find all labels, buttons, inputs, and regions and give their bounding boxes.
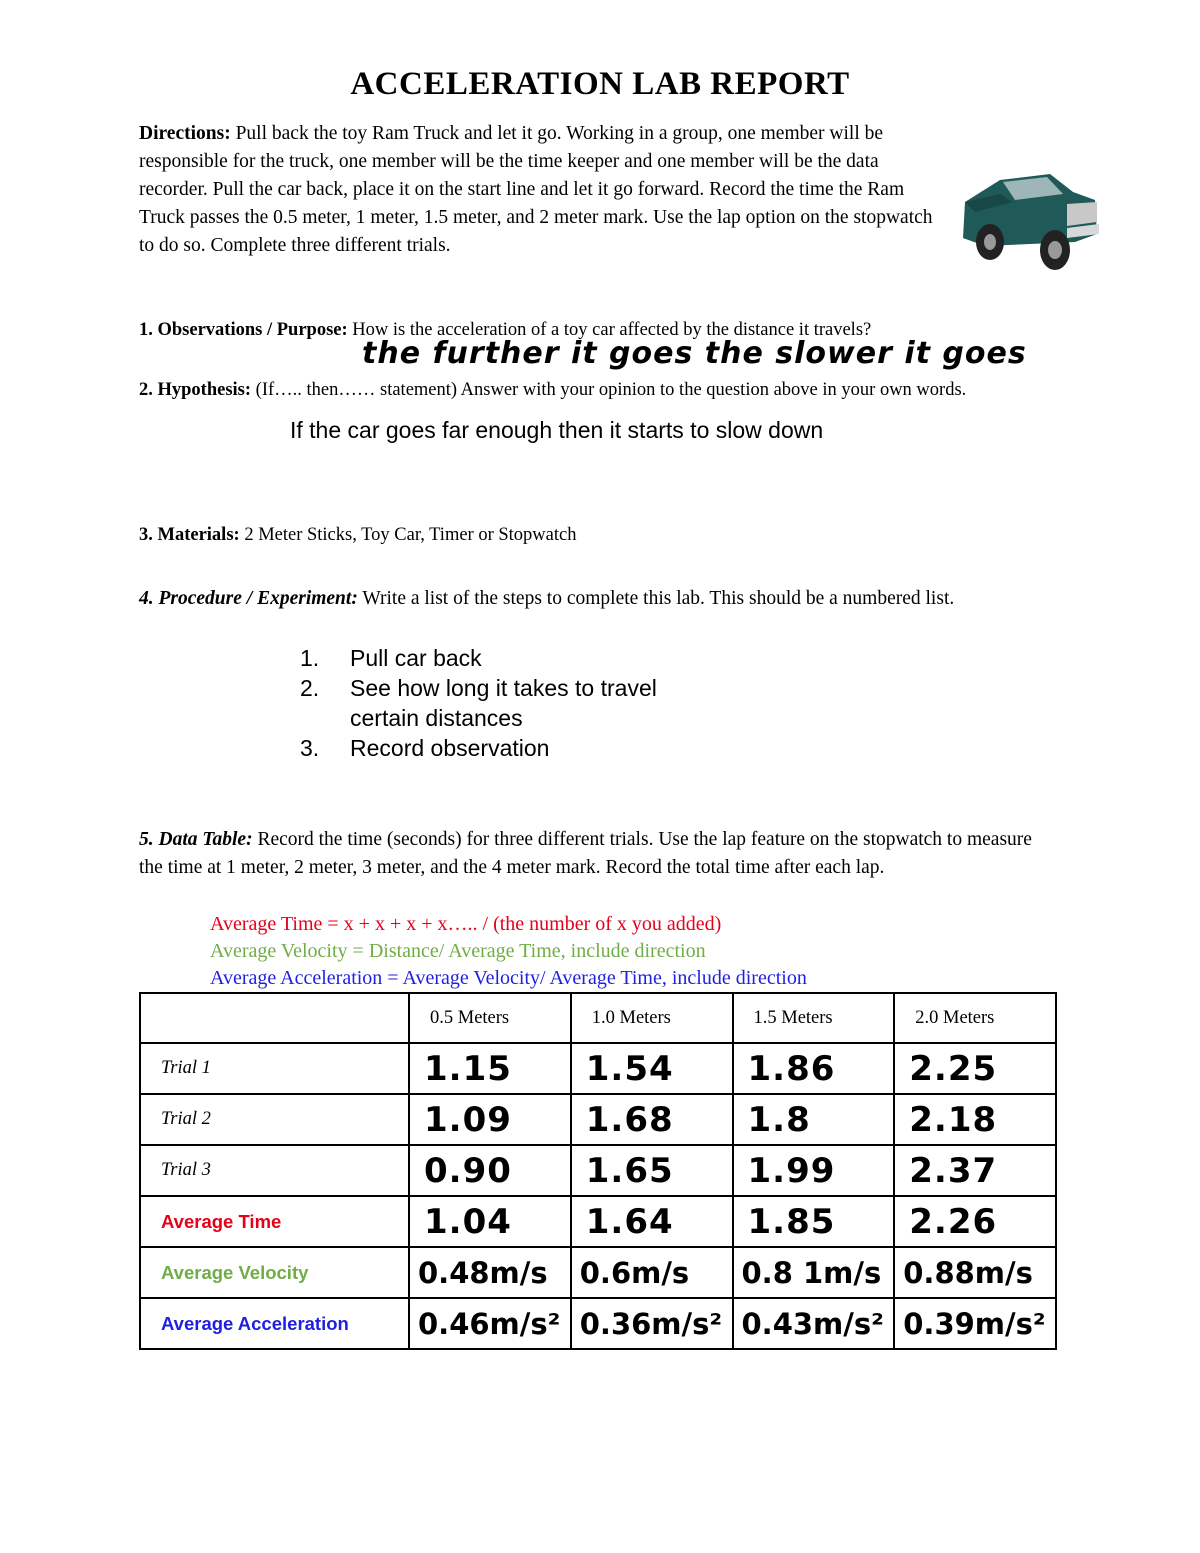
- hypothesis-answer: If the car goes far enough then it starts to slow down: [290, 417, 824, 443]
- row-label-average-time: Average Time: [140, 1196, 409, 1247]
- table-row: [140, 1298, 1056, 1349]
- directions-text: Pull back the toy Ram Truck and let it go. Working in a group, one member will be responsible for the truck, one member will be the time keeper and one member will be the data recorder. Pull the car back, place it on the start line and let it go forward. Record the time the Ram Truck passes the 0.5 meter, 1 meter, 1.5 meter, and 2 meter mark. Use the lap option on the stopwatch to do so. Complete three different trials.: [139, 123, 933, 256]
- table-corner-cell: [140, 993, 409, 1043]
- directions-label: Directions:: [139, 123, 231, 144]
- table-cell: 0.8 1m/s: [733, 1247, 895, 1298]
- materials-line: [139, 521, 1059, 549]
- observations-answer: the further it goes the slower it goes: [362, 336, 1027, 371]
- procedure-line: [139, 585, 1009, 613]
- table-row: [140, 1145, 1056, 1196]
- table-cell: 1.86: [733, 1043, 895, 1094]
- table-cell: 2.37: [894, 1145, 1056, 1196]
- toy-truck-image: [955, 142, 1105, 277]
- table-row: [140, 1094, 1056, 1145]
- list-item: 3. Record observation: [300, 735, 550, 761]
- table-cell: 0.39m/s²: [894, 1298, 1056, 1349]
- table-cell: 2.26: [894, 1196, 1056, 1247]
- hypothesis-label: 2. Hypothesis:: [139, 380, 252, 400]
- row-label: Trial 1: [140, 1043, 409, 1094]
- formula-average-velocity: Average Velocity = Distance/ Average Time, include direction: [210, 940, 706, 962]
- table-cell: 1.09: [409, 1094, 571, 1145]
- data-table-text: Record the time (seconds) for three different trials. Use the lap feature on the stopwatch to measure the time at 1 meter, 2 meter, 3 meter, and the 4 meter mark. Record the total time after each lap.: [139, 829, 1032, 878]
- table-cell: 0.43m/s²: [733, 1298, 895, 1349]
- table-cell: 1.99: [733, 1145, 895, 1196]
- table-cell: 0.48m/s: [409, 1247, 571, 1298]
- column-header: 2.0 Meters: [894, 993, 1056, 1043]
- table-cell: 1.15: [409, 1043, 571, 1094]
- table-cell: 0.6m/s: [571, 1247, 733, 1298]
- formula-average-acceleration: Average Acceleration = Average Velocity/ Average Time, include direction: [210, 967, 807, 989]
- row-label: Trial 3: [140, 1145, 409, 1196]
- table-cell: 2.25: [894, 1043, 1056, 1094]
- observations-label: 1. Observations / Purpose:: [139, 320, 348, 340]
- page-title: ACCELERATION LAB REPORT: [350, 66, 850, 102]
- table-cell: 1.8: [733, 1094, 895, 1145]
- observations-question: How is the acceleration of a toy car affected by the distance it travels?: [352, 320, 872, 340]
- table-cell: 0.88m/s: [894, 1247, 1056, 1298]
- table-cell: 0.36m/s²: [571, 1298, 733, 1349]
- table-cell: 1.64: [571, 1196, 733, 1247]
- table-header-row: [140, 993, 1056, 1043]
- list-item: 2. See how long it takes to travel certain distances: [300, 675, 657, 731]
- table-cell: 1.85: [733, 1196, 895, 1247]
- data-table: [139, 992, 1057, 1350]
- table-cell: 0.46m/s²: [409, 1298, 571, 1349]
- table-cell: 2.18: [894, 1094, 1056, 1145]
- column-header: 1.5 Meters: [733, 993, 895, 1043]
- table-cell: 1.54: [571, 1043, 733, 1094]
- column-header: 0.5 Meters: [409, 993, 571, 1043]
- procedure-text: Write a list of the steps to complete this lab. This should be a numbered list.: [362, 588, 955, 609]
- directions-paragraph: [139, 120, 939, 260]
- table-row: [140, 1196, 1056, 1247]
- table-cell: 0.90: [409, 1145, 571, 1196]
- table-cell: 1.68: [571, 1094, 733, 1145]
- table-cell: 1.65: [571, 1145, 733, 1196]
- row-label-average-velocity: Average Velocity: [140, 1247, 409, 1298]
- data-table-label: 5. Data Table:: [139, 829, 253, 850]
- materials-text: 2 Meter Sticks, Toy Car, Timer or Stopwatch: [244, 525, 577, 545]
- procedure-steps: [300, 643, 760, 763]
- table-row: [140, 1043, 1056, 1094]
- hypothesis-line: [139, 376, 1059, 404]
- hypothesis-prompt: (If….. then…… statement) Answer with your opinion to the question above in your own words.: [255, 380, 967, 400]
- materials-label: 3. Materials:: [139, 525, 240, 545]
- table-row: [140, 1247, 1056, 1298]
- data-table-line: [139, 826, 1039, 882]
- table-cell: 1.04: [409, 1196, 571, 1247]
- column-header: 1.0 Meters: [571, 993, 733, 1043]
- formula-average-time: Average Time = x + x + x + x….. / (the number of x you added): [210, 913, 722, 935]
- list-item: 1. Pull car back: [300, 645, 482, 671]
- procedure-label: 4. Procedure / Experiment:: [139, 588, 358, 609]
- row-label-average-acceleration: Average Acceleration: [140, 1298, 409, 1349]
- row-label: Trial 2: [140, 1094, 409, 1145]
